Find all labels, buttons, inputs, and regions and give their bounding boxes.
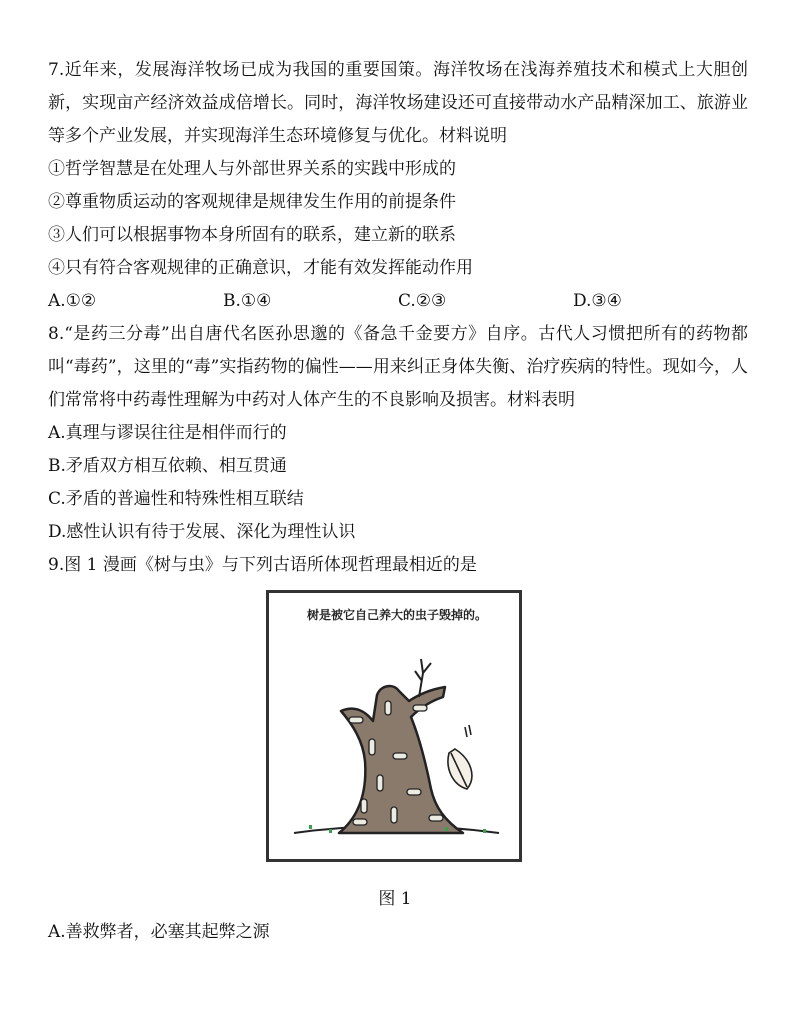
figure-1: [48, 582, 748, 882]
figure-label: 图 1: [378, 889, 412, 909]
tree-and-worm-cartoon: [266, 590, 522, 862]
q7-option-b: B.①④: [223, 291, 272, 311]
q7-item-4: ④只有符合客观规律的正确意识，才能有效发挥能动作用: [48, 258, 473, 278]
q8-option-b: B.矛盾双方相互依赖、相互贯通: [48, 456, 287, 476]
tree-illustration: [269, 593, 519, 859]
q7-item-2: ②尊重物质运动的客观规律是规律发生作用的前提条件: [48, 192, 456, 212]
q7-option-d: D.③④: [573, 291, 622, 311]
q7-item-3: ③人们可以根据事物本身所固有的联系，建立新的联系: [48, 225, 456, 245]
exam-page: [48, 54, 748, 949]
q8-option-d: D.感性认识有待于发展、深化为理性认识: [48, 522, 356, 542]
q7-option-a: A.①②: [48, 291, 97, 311]
q9-stem: 9.图 1 漫画《树与虫》与下列古语所体现哲理最相近的是: [48, 555, 477, 575]
q9-option-a: A.善救弊者，必塞其起弊之源: [48, 922, 270, 942]
q7-option-c: C.②③: [398, 291, 447, 311]
cartoon-caption: 树是被它自己养大的虫子毁掉的。: [307, 608, 488, 622]
q7-stem: 7.近年来，发展海洋牧场已成为我国的重要国策。海洋牧场在浅海养殖技术和模式上大胆创新，实现亩产经济效益成倍增长。同时，海洋牧场建设还可直接带动水产品精深加工、旅游业等多个产业发展，并实现海洋生态环境修复与优化。材料说明: [48, 60, 748, 146]
q8-option-c: C.矛盾的普遍性和特殊性相互联结: [48, 489, 304, 509]
q8-stem: 8.“是药三分毒”出自唐代名医孙思邈的《备急千金要方》自序。古代人习惯把所有的药物都叫“毒药”，这里的“毒”实指药物的偏性——用来纠正身体失衡、治疗疾病的特性。现如今，人们常常将中药毒性理解为中药对人体产生的不良影响及损害。材料表明: [48, 324, 748, 410]
q8-option-a: A.真理与谬误往往是相伴而行的: [48, 423, 287, 443]
q7-item-1: ①哲学智慧是在处理人与外部世界关系的实践中形成的: [48, 159, 456, 179]
q7-options: [48, 285, 748, 318]
